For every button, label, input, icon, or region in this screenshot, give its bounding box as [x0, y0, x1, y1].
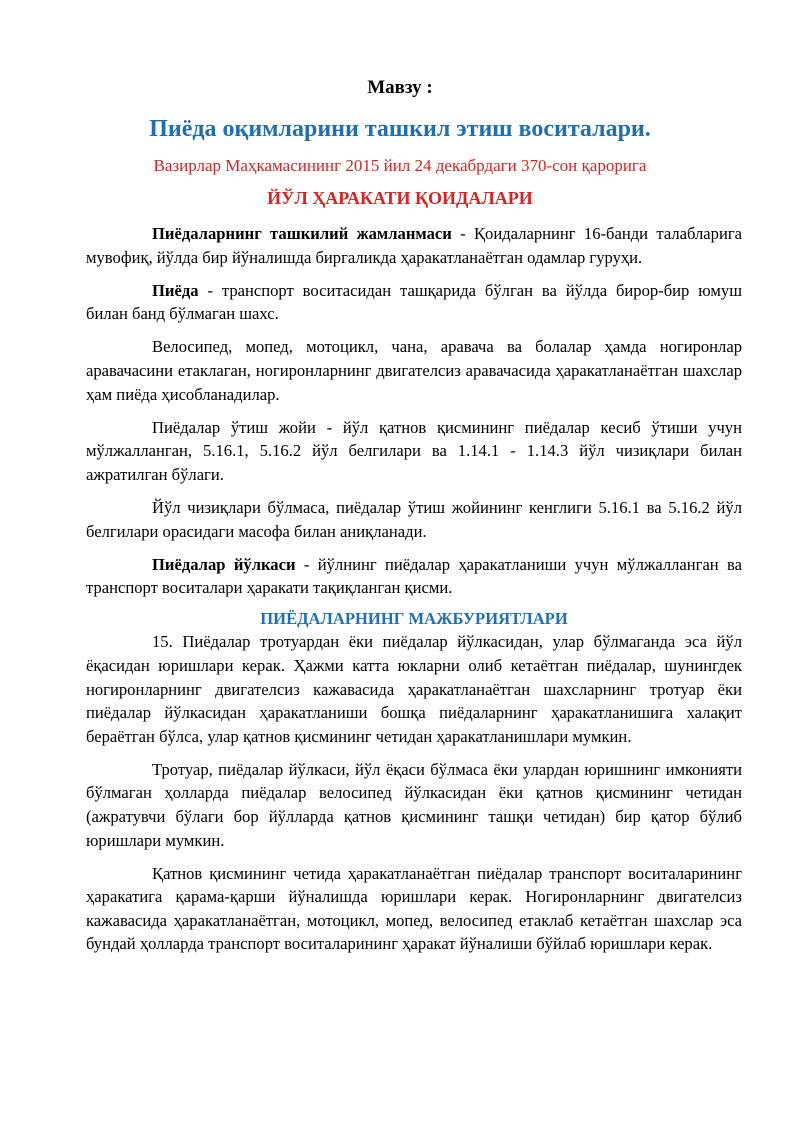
paragraph-text: - Қоидаларнинг 16-банди талабларига мувофиқ, йўлда бир йўналишда биргаликда ҳаракатланаётган одамлар гуруҳи.: [86, 224, 742, 267]
term: Пиёда: [152, 280, 199, 300]
paragraph-crossing-width: [86, 496, 742, 543]
term: Пиёдаларнинг ташкилий жамланмаси: [152, 224, 452, 243]
paragraph-text: Йўл чизиқлари бўлмаса, пиёдалар ўтиш жойининг кенглиги 5.16.1 ва 5.16.2 йўл белгилари орасидаги масофа билан аниқланади.: [86, 497, 742, 541]
paragraph-text: Пиёдалар ўтиш жойи - йўл қатнов қисмининг пиёдалар кесиб ўтиши учун мўлжалланган, 5.16.1, 5.16.2 йўл белгилари ва 1.14.1 - 1.14.3 йўл чизиқлари билан ажратилган бўлаги.: [86, 417, 742, 484]
document-body: [86, 222, 742, 966]
term: Пиёдалар йўлкаси: [152, 554, 296, 574]
paragraph-text: - транспорт воситасидан ташқарида бўлган ва йўлда бирор-бир юмуш билан банд бўлмаган шахс.: [86, 280, 742, 324]
rules-heading: ЙЎЛ ҲАРАКАТИ ҚОИДАЛАРИ: [267, 188, 533, 208]
decree-reference: Вазирлар Маҳкамасининг 2015 йил 24 декабрдаги 370-сон қарорига: [153, 156, 647, 175]
paragraph-rule-15: 15. Пиёдалар тротуардан ёки пиёдалар йўлкасидан, улар бўлмаганда эса йўл ёқасидан юришлари керак. Ҳажми катта юкларни олиб кетаётган пиёдалар, шунингдек ногиронларнинг двигателсиз кажавасида ҳаракатланаётган шахсларнинг тротуар ёки пиёдалар йўлкасидан ҳаракатланиши бошқа пиёдаларнинг ҳаракатланишига халақит бераётган бўлса, улар қатнов қисмининг четидан ҳаракатланишлари мумкин.: [86, 632, 742, 746]
paragraph-walking-direction: Қатнов қисмининг четида ҳаракатланаётган пиёдалар транспорт воситаларининг ҳаракатига қарама-қарши йўналишда юришлари керак. Ногиронларнинг двигателсиз кажавасида ҳаракатланаётган, мотоцикл, мопед, велосипед етаклаб кетаётган шахслар эса бундай ҳолларда транспорт воситаларининг ҳаракат йўналиши бўйлаб юришлари керак.: [86, 863, 742, 954]
paragraph-no-sidewalk: Тротуар, пиёдалар йўлкаси, йўл ёқаси бўлмаса ёки улардан юришнинг имконияти бўлмаган ҳолларда пиёдалар велосипед йўлкасидан ёки қатнов қисмининг четидан (ажратувчи бўлаги бор йўлларда қатнов қисмининг ташқи четидан) бир қатор бўлиб юришлари мумкин.: [86, 759, 742, 850]
paragraph-pedestrian-equivalents: [86, 335, 742, 406]
paragraph-definition-crossing: [86, 416, 742, 487]
paragraph-text: - йўлнинг пиёдалар ҳаракатланиши учун мўлжалланган ва транспорт воситалари ҳаракати тақиқланган қисми.: [86, 554, 742, 598]
topic-title: Пиёда оқимларини ташкил этиш воситалари.: [149, 116, 651, 142]
paragraph-definition-footpath: [86, 553, 742, 600]
paragraph-definition-organized-group: [86, 222, 742, 269]
section-heading: ПИЁДАЛАРНИНГ МАЖБУРИЯТЛАРИ: [260, 609, 568, 629]
paragraph-definition-pedestrian: [86, 279, 742, 326]
paragraph-text: Велосипед, мопед, мотоцикл, чана, аравача ва болалар ҳамда ногиронлар аравачасини етаклаган, ногиронларнинг двигателсиз аравачасида ҳаракатланаётган шахслар ҳам пиёда ҳисобланадилар.: [86, 337, 742, 404]
topic-label: Мавзу :: [367, 77, 433, 98]
